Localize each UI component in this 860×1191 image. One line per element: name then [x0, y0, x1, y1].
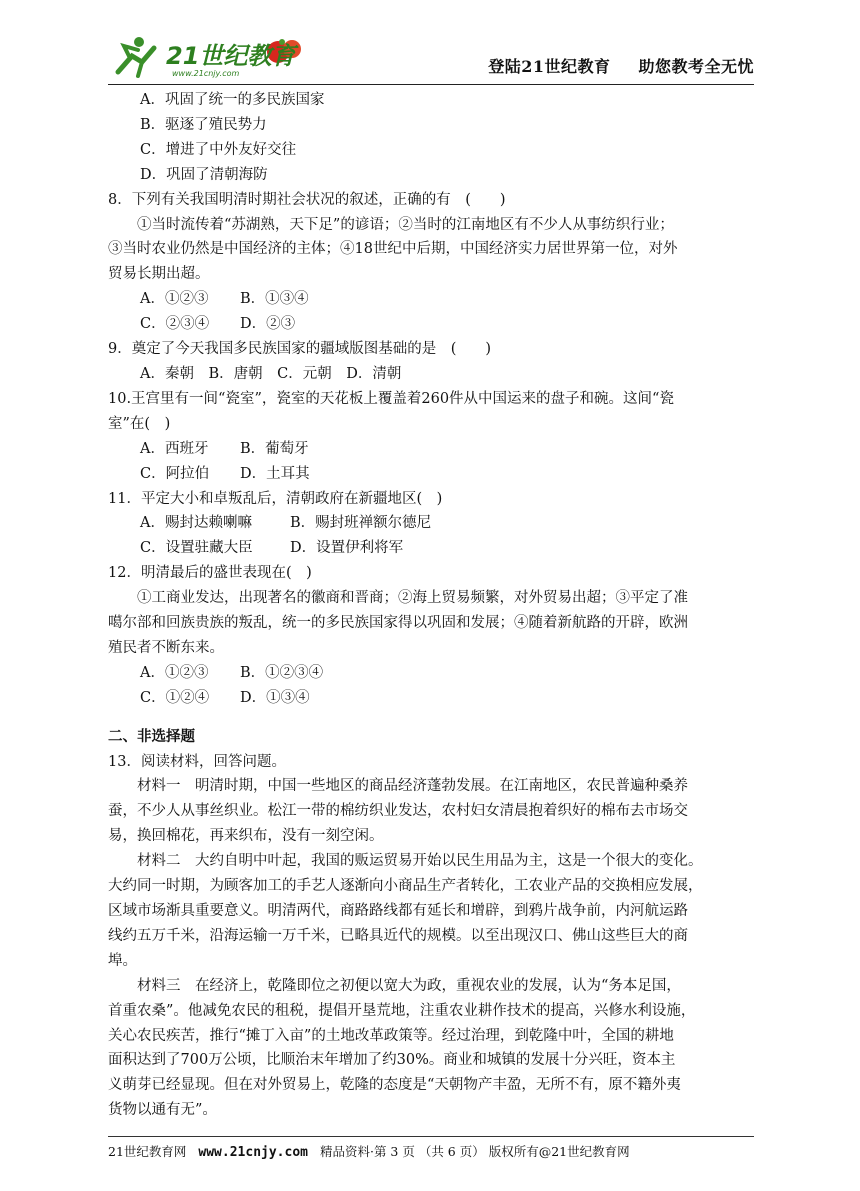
q8-stem: 8．下列有关我国明清时期社会状况的叙述，正确的有 ( )	[108, 191, 506, 208]
material2-line: 区域市场渐具重要意义。明清两代，商路路线都有延长和增辟，到鸦片战争前，内河航运路	[108, 903, 688, 919]
q9-options: A．秦朝 B．唐朝 C．元朝 D．清朝	[140, 365, 402, 382]
logo-url: www.21cnjy.com	[172, 69, 240, 78]
q8-option-b: B．①③④	[240, 291, 309, 308]
header-slogan	[488, 54, 754, 77]
q11-option-c: C．设置驻藏大臣	[140, 540, 253, 557]
q13-stem: 13．阅读材料，回答问题。	[108, 753, 286, 770]
q8-option-c: C．②③④	[140, 316, 210, 333]
q11-options-row	[108, 511, 758, 536]
material2-line: 埠。	[108, 952, 137, 969]
q12-option-d: D．①③④	[240, 689, 310, 706]
q12-option-b: B．①②③④	[240, 664, 324, 681]
q7-option-a: A．巩固了统一的多民族国家	[140, 92, 325, 108]
q11-option-d: D．设置伊利将军	[290, 540, 404, 557]
q10-stem: 10.王宫里有一间“瓷室”，瓷室的天花板上覆盖着260件从中国运来的盘子和碗。这间“瓷	[108, 390, 674, 407]
page-footer	[108, 1136, 754, 1160]
q10-option-d: D．土耳其	[240, 465, 310, 482]
material2-line: 大约同一时期，为顾客加工的手艺人逐渐向小商品生产者转化，工农业产品的交换相应发展，	[108, 878, 703, 895]
q11-option-a: A．赐封达赖喇嘛	[140, 515, 252, 532]
q8-options-row	[108, 287, 758, 312]
q11-options-row	[108, 536, 758, 561]
q8-body-line: 贸易长期出超。	[108, 266, 210, 283]
site-logo	[108, 32, 308, 82]
q11-option-b: B．赐封班禅额尔德尼	[290, 515, 432, 532]
footer-site-name: 21世纪教育网	[108, 1144, 187, 1159]
slogan-right: 助您教考全无忧	[638, 57, 754, 76]
q12-options-row	[108, 686, 758, 711]
material3-line: 义萌芽已经显现。但在对外贸易上，乾隆的态度是“天朝物产丰盈，无所不有，原不籍外夷	[108, 1077, 681, 1094]
q12-options-row	[108, 661, 758, 686]
material1-line: 蚕，不少人从事丝织业。松江一带的棉纺织业发达，农村妇女清晨抱着织好的棉布去市场交	[108, 803, 688, 820]
q10-options-row	[108, 437, 758, 462]
material3-line: 关心农民疾苦，推行“摊丁入亩”的土地改革政策等。经过治理，到乾隆中叶，全国的耕地	[108, 1027, 674, 1044]
material1-line: 材料一 明清时期，中国一些地区的商品经济蓬勃发展。在江南地区，农民普遍种桑养	[137, 778, 688, 795]
q7-option-d: D．巩固了清朝海防	[140, 166, 268, 183]
q11-stem: 11．平定大小和卓叛乱后，清朝政府在新疆地区( )	[108, 490, 443, 507]
material1-line: 易，换回棉花，再来织布，没有一刻空闲。	[108, 828, 384, 845]
q12-body-line: ①工商业发达，出现著名的徽商和晋商；②海上贸易频繁，对外贸易出超；③平定了准	[137, 590, 688, 607]
q7-option-c: C．增进了中外友好交往	[140, 141, 297, 158]
material3-line: 货物以通有无”。	[108, 1102, 217, 1119]
q12-body-line: 噶尔部和回族贵族的叛乱，统一的多民族国家得以巩固和发展；④随着新航路的开辟，欧洲	[108, 615, 688, 632]
q8-option-a: A．①②③	[140, 291, 209, 308]
q8-body-line: ③当时农业仍然是中国经济的主体；④18世纪中后期，中国经济实力居世界第一位，对外	[108, 241, 678, 258]
material3-line: 面积达到了700万公顷，比顺治末年增加了约30%。商业和城镇的发展十分兴旺，资本主	[108, 1052, 676, 1069]
page-header	[108, 32, 754, 85]
material2-line: 材料二 大约自明中叶起，我国的贩运贸易开始以民生用品为主，这是一个很大的变化。	[137, 853, 703, 870]
q12-stem: 12．明清最后的盛世表现在( )	[108, 565, 312, 582]
logo-wordmark: 21世纪教育	[166, 42, 296, 70]
footer-url[interactable]: www.21cnjy.com	[198, 1145, 308, 1160]
page-content	[108, 88, 758, 1123]
material2-line: 线约五万千米，沿海运输一万千米，已略具近代的规模。以至出现汉口、佛山这些巨大的商	[108, 927, 688, 944]
q8-body-line: ①当时流传着“苏湖熟，天下足”的谚语；②当时的江南地区有不少人从事纺织行业；	[137, 216, 674, 233]
q10-option-b: B．葡萄牙	[240, 440, 309, 457]
footer-page-info: 精品资料·第 3 页 （共 6 页） 版权所有@21世纪教育网	[319, 1144, 630, 1159]
q12-body-line: 殖民者不断东来。	[108, 639, 224, 656]
q7-option-b: B．驱逐了殖民势力	[140, 116, 267, 133]
q10-option-a: A．西班牙	[140, 440, 209, 457]
q9-stem: 9．奠定了今天我国多民族国家的疆域版图基础的是 ( )	[108, 341, 492, 358]
slogan-left: 登陆21世纪教育	[488, 57, 611, 76]
q12-option-a: A．①②③	[140, 664, 209, 681]
q8-option-d: D．②③	[240, 316, 296, 333]
material3-line: 首重农桑”。他减免农民的租税，提倡开垦荒地，注重农业耕作技术的提高，兴修水利设施，	[108, 1002, 696, 1019]
q10-option-c: C．阿拉伯	[140, 465, 210, 482]
material3-line: 材料三 在经济上，乾隆即位之初便以宽大为政，重视农业的发展，认为“务本足国，	[137, 977, 681, 994]
q8-options-row	[108, 312, 758, 337]
section-heading: 二、非选择题	[108, 727, 195, 745]
q10-stem-cont: 室”在( )	[108, 415, 171, 432]
q10-options-row	[108, 462, 758, 487]
q12-option-c: C．①②④	[140, 689, 210, 706]
